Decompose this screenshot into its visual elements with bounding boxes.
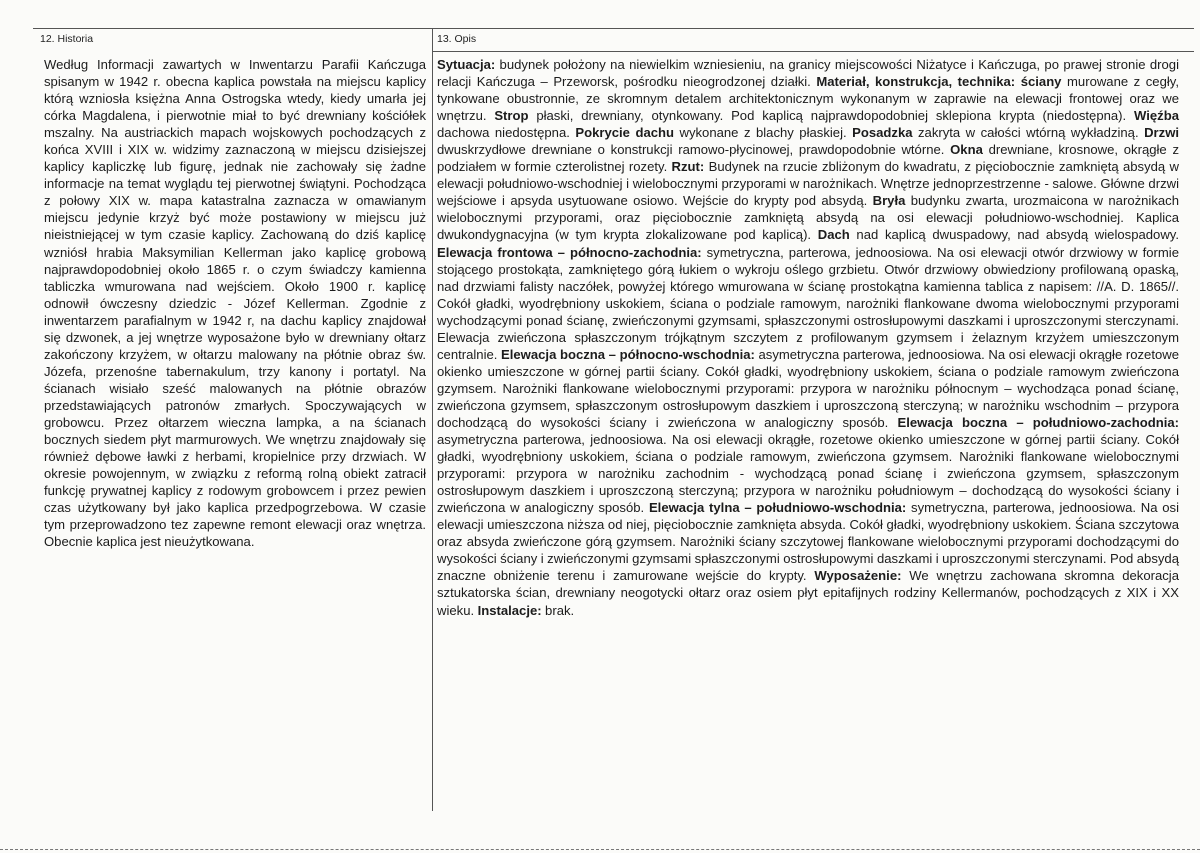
- description-label: Rzut:: [671, 159, 705, 175]
- description-segment: budynek położony na niewielkim wzniesieniu, na granicy miejscowości Niżatyce i Kańczuga, po prawej stronie drogi relacji Kańczuga – Przeworsk, pośrodku nieogrodzonej działki.: [437, 57, 1179, 90]
- description-label: Okna: [950, 142, 983, 158]
- history-text: Według Informacji zawartych w Inwentarzu Parafii Kańczuga spisanym w 1942 r. obecna kaplica powstała na miejscu kaplicy którą wzniosła księżna Anna Ostrogska wtedy, kiedy umarła jej córka Magdalena, i pierwotnie miał to być drewniany kościółek mszalny. Na austriackich mapach wojskowych pochodzących z końca XVIII i XIX w. widzimy zaznaczoną w miejscu dzisiejszej kaplicy kapliczkę lub figurę, jednak nie zachowały się żadne informacje na temat wyglądu tej pierwotnej świątyni. Pochodząca z połowy XIX w. mapa katastralna zaznacza w omawianym miejscu jedynie krzyż być może postawiony w miejscu już nieistniejącej w tym czasie kaplicy. Zachowaną do dziś kaplicę wzniósł hrabia Maksymilian Kellerman jako kaplicę grobową najprawdopodobniej około 1865 r. o czym świadczy kamienna tabliczka wmurowana nad wejściem. Około 1900 r. kaplicę odnowił ówczesny dziedzic - Józef Kellerman. Zgodnie z inwentarzem parafialnym w 1942 r, na dachu kaplicy znajdował się dzwonek, a jej wnętrze wyposażone było w drewniany ołtarz zakończony krzyżem, w ołtarzu malowany na płótnie obraz św. Józefa, przenośne tabernakulum, trzy kanony i portatyl. Na ścianach wisiało sześć malowanych na płótnie obrazów przedstawiających patronów zmarłych. Spoczywających w grobowcu. Przez ołtarzem wieczna lampka, a na ścianach bocznych siedem płyt marmurowych. We wnętrzu znajdowały się również dębowe ławki z herbami, kropielnice przy drzwiach. W okresie powojennym, w związku z reformą rolną obiekt zatracił funkcję prywatnej kaplicy z rodowym grobowcem i przez pewien czas użytkowany był jako kaplica przedpogrzebowa. W czasie tym przeprowadzono tez zapewne remont elewacji oraz wnętrza. Obecnie kaplica jest nieużytkowana.: [44, 57, 426, 550]
- description-segment: We wnętrzu zachowana skromna dekoracja sztukatorska ścian, drewniany neogotycki ołtarz oraz osiem płyt epitafijnych rodziny Kellermanów, pochodzących z XIX i XX wieku.: [437, 568, 1179, 618]
- description-label: Elewacja frontowa – północno-zachodnia:: [437, 244, 702, 260]
- description-label: Materiał, konstrukcja, technika:: [816, 74, 1016, 90]
- description-label: Elewacja tylna – południowo-wschodnia:: [648, 500, 907, 516]
- column-divider: [432, 28, 433, 811]
- description-segment: symetryczna, parterowa, jednoosiowa. Na osi elewacji otwór drzwiowy w formie stojącego prostokąta, zamkniętego górą łukiem o wykroju oślego grzbietu. Otwór drzwiowy obwiedziony profilowaną opaską, nad drzwiami falisty naczółek, powyżej którego wmurowana w ścianę prostokątna kamienna tablica z napisem: //A. D. 1865//. Cokół gładki, wyodrębniony uskokiem, ściana o podziale ramowym, narożniki flankowane dwoma wielobocznymi przyporami wychodzącymi ponad ścianę, zwieńczonymi gzymsami, spłaszczonymi ostrosłupowymi daszkami i uproszczonymi sterczynami. Elewacja zwieńczona spłaszczonym trójkątnym szczytem z profilowanym gzymsem i żelaznym krzyżem umieszczonym centralnie.: [437, 244, 1179, 362]
- description-label: Dach: [817, 227, 850, 243]
- description-segment: ściany: [1015, 74, 1062, 90]
- description-segment: Budynek na rzucie zbliżonym do kwadratu, z pięciobocznie zamkniętą absydą w elewacji południowo-wschodniej i wielobocznymi przyporami w narożnikach. Wnętrze jednoprzestrzenne - salowe. Główne drzwi wejściowe i apsyda usytuowane osiowo. Wejście do krypty pod absydą.: [437, 159, 1179, 209]
- description-label: Sytuacja:: [437, 57, 496, 72]
- description-segment: płaski, drewniany, otynkowany. Pod kaplicą najprawdopodobniej sklepiona krypta (niedostępna).: [528, 108, 1134, 124]
- bottom-rule: [0, 849, 1200, 850]
- description-label: Posadzka: [852, 125, 913, 141]
- description-label: Elewacja boczna – północno-wschodnia:: [501, 346, 755, 362]
- description-label: Bryła: [872, 193, 906, 209]
- header-rule: [433, 51, 1194, 52]
- top-rule: [33, 28, 1194, 29]
- description-label: Strop: [494, 108, 529, 124]
- description-segment: symetryczna, parterowa, jednoosiowa. Na osi elewacji umieszczona niższa od niej, pięciobocznie zamknięta absyda. Cokół gładki, wyodrębniony uskokiem. Ściana szczytowa oraz absyda zwieńczone górą gzymsem. Narożniki ściany szczytowej flankowane wielobocznymi przyporami dochodzącymi do wysokości ściany i zwieńczonymi gzymsami spłaszczonymi ostrosłupowymi daszkami i uproszczonymi sterczynami. Pod absydą znaczne obniżenie terenu i zamurowane wejście do krypty.: [437, 500, 1179, 584]
- description-segment: drewniane, krosnowe, okrągłe z podziałem w formie czterolistnej rozety.: [437, 142, 1179, 175]
- description-segment: zakryta w całości wtórną wykładziną.: [912, 125, 1145, 141]
- description-label: Elewacja boczna – południowo-zachodnia:: [897, 414, 1179, 430]
- description-label: Więźba: [1133, 108, 1179, 124]
- description-segment: dwuskrzydłowe drewniane o konstrukcji ramowo-płycinowej, prawdopodobnie wtórne.: [437, 142, 951, 158]
- description-segment: murowane z cegły, tynkowane obustronnie, ze skromnym detalem architektonicznym wykonanym w zaprawie na elewacji frontowej oraz we wnętrzu.: [437, 74, 1179, 124]
- description-segment: dachowa niedostępna.: [437, 125, 576, 141]
- description-label: Drzwi: [1144, 125, 1180, 141]
- description-text: [437, 56, 1179, 619]
- description-label: Pokrycie dachu: [575, 125, 675, 141]
- section-header-opis: 13. Opis: [437, 33, 477, 45]
- description-segment: asymetryczna parterowa, jednoosiowa. Na osi elewacji okrągłe rozetowe okienko umieszczone w górnej partii ściany. Cokół gładki, wyodrębniony uskokiem, ściana o podziale ramowym zwieńczona gzymsem. Narożniki flankowane wielobocznymi przyporami: przypora w narożniku północnym – wychodząca ponad ścianę, zwieńczona gzymsem, spłaszczonym ostrosłupowym daszkiem i uproszczoną sterczyną; w narożniku wschodnim – przypora dochodzącą do wysokości ściany i zwieńczona w analogiczny sposób.: [437, 346, 1179, 430]
- description-segment: wykonane z blachy płaskiej.: [674, 125, 853, 141]
- description-label: Wyposażenie:: [814, 568, 902, 584]
- description-segment: budynku zwarta, urozmaicona w narożnikach wielobocznymi przyporami, oraz pięciobocznie zamkniętą absydą na osi elewacji południowo-wschodniej. Kaplica dwukondygnacyjna (w tym krypta zlokalizowane pod kaplicą).: [437, 193, 1179, 243]
- description-label: Instalacje:: [477, 602, 542, 618]
- description-segment: asymetryczna parterowa, jednoosiowa. Na osi elewacji okrągłe, rozetowe okienko umieszczone w górnej partii ściany. Cokół gładki, wyodrębniony uskokiem, ściana o podziale ramowym, zwieńczona gzymsem. Narożniki flankowane wielobocznymi przyporami: przypora w narożniku zachodnim - wychodzącą ponad ścianę i zwieńczona gzymsem, spłaszczonym ostrosłupowym daszkiem i uproszczoną sterczyną; przypora w narożniku południowym – dochodzącą do wysokości ściany i zwieńczona w analogiczny sposób.: [437, 432, 1179, 516]
- section-header-historia: 12. Historia: [40, 33, 94, 45]
- description-segment: nad kaplicą dwuspadowy, nad absydą wielospadowy.: [849, 227, 1179, 243]
- description-segment: brak.: [541, 602, 575, 618]
